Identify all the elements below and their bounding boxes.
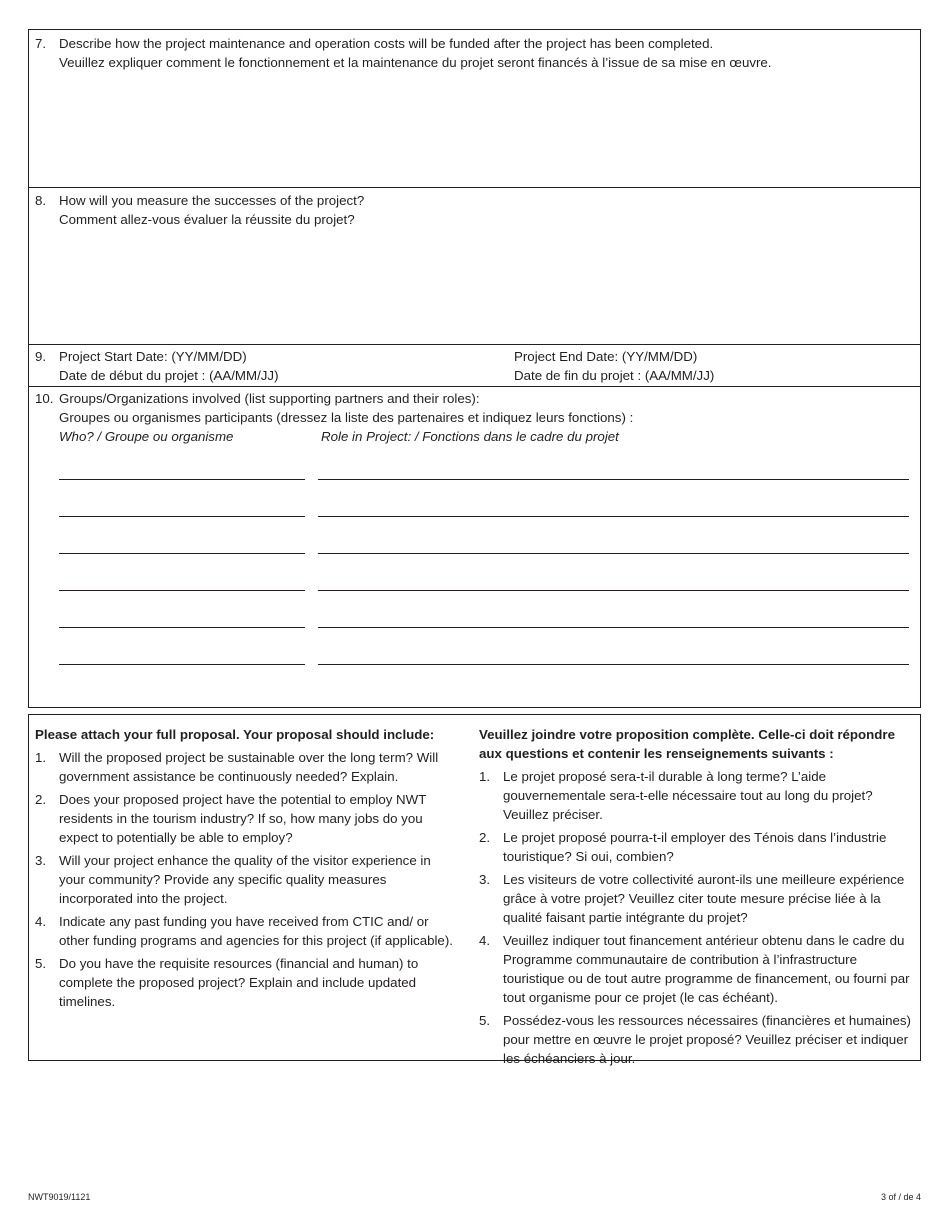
question-number: 9. — [35, 349, 47, 364]
proposal-item-fr: 5. Possédez-vous les ressources nécessaires (financières et humaines) pour mettre en œuvre le projet proposé? Veuillez préciser et indiquer les échéanciers à jour. — [479, 1013, 911, 1066]
proposal-english — [35, 715, 455, 1060]
who-line[interactable] — [59, 479, 305, 480]
proposal-heading-en: Please attach your full proposal. Your proposal should include: — [35, 727, 435, 742]
proposal-heading-fr: Veuillez joindre votre proposition complète. Celle-ci doit répondre aux questions et contenir les renseignements suivants : — [479, 727, 895, 761]
who-line[interactable] — [59, 664, 305, 665]
question-8-en: How will you measure the successes of the project? — [59, 193, 365, 208]
start-date-field[interactable] — [59, 347, 279, 385]
question-10 — [29, 386, 920, 707]
form-id: NWT9019/1121 — [28, 1192, 91, 1202]
who-line[interactable] — [59, 590, 305, 591]
end-date-label-en: Project End Date: (YY/MM/DD) — [514, 349, 698, 364]
role-line[interactable] — [318, 627, 909, 628]
role-line[interactable] — [318, 553, 909, 554]
question-number: 10. — [35, 391, 54, 406]
proposal-item-en: 1. Will the proposed project be sustainable over the long term? Will government assistance be continuously needed? Explain. — [35, 750, 439, 784]
role-line[interactable] — [318, 516, 909, 517]
question-9 — [29, 344, 920, 386]
question-7-answer-area[interactable] — [59, 76, 910, 181]
who-line[interactable] — [59, 516, 305, 517]
question-10-en: Groups/Organizations involved (list supporting partners and their roles): — [59, 391, 480, 406]
question-7-en: Describe how the project maintenance and operation costs will be funded after the project has been completed. — [59, 36, 714, 51]
proposal-item-en: 2. Does your proposed project have the potential to employ NWT residents in the tourism industry? If so, how many jobs do you expect to potentially be able to employ? — [35, 792, 427, 845]
question-8-answer-area[interactable] — [59, 234, 910, 338]
who-line[interactable] — [59, 553, 305, 554]
questions-box — [28, 29, 921, 708]
proposal-box — [28, 714, 921, 1066]
question-8 — [29, 187, 920, 344]
proposal-item-fr: 2. Le projet proposé pourra-t-il employer des Ténois dans l’industrie touristique? Si oui, combien? — [479, 830, 887, 864]
role-line[interactable] — [318, 479, 909, 480]
question-8-fr: Comment allez-vous évaluer la réussite du projet? — [59, 212, 355, 227]
end-date-field[interactable] — [514, 347, 714, 385]
question-10-fr: Groupes ou organismes participants (dressez la liste des partenaires et indiquez leurs fonctions) : — [59, 410, 634, 425]
role-column-header: Role in Project: / Fonctions dans le cadre du projet — [321, 429, 619, 444]
page-number: 3 of / de 4 — [880, 1192, 921, 1202]
role-line[interactable] — [318, 590, 909, 591]
proposal-item-en: 3. Will your project enhance the quality of the visitor experience in your community? Provide any specific quality measures incorporated into the project. — [35, 853, 431, 906]
start-date-label-fr: Date de début du projet : (AA/MM/JJ) — [59, 368, 279, 383]
proposal-item-fr: 3. Les visiteurs de votre collectivité auront-ils une meilleure expérience grâce à votre projet? Veuillez citer toute mesure précise liée à la qualité faisant partie intégrante du projet? — [479, 872, 905, 925]
question-7 — [29, 30, 920, 187]
who-column-header: Who? / Groupe ou organisme — [59, 429, 234, 444]
role-line[interactable] — [318, 664, 909, 665]
proposal-french — [479, 715, 916, 1066]
proposal-item-en: 5. Do you have the requisite resources (financial and human) to complete the proposed project? Explain and include updated timelines. — [35, 956, 419, 1009]
proposal-item-fr: 4. Veuillez indiquer tout financement antérieur obtenu dans le cadre du Programme communautaire de contribution à l’infrastructure touristique ou de tout autre programme de financement, ou fourni par tout organisme pour ce projet (le cas échéant). — [479, 933, 910, 1005]
question-number: 7. — [35, 36, 47, 51]
end-date-label-fr: Date de fin du projet : (AA/MM/JJ) — [514, 368, 715, 383]
question-7-fr: Veuillez expliquer comment le fonctionnement et la maintenance du projet seront financés à l’issue de sa mise en œuvre. — [59, 55, 772, 70]
proposal-item-en: 4. Indicate any past funding you have received from CTIC and/ or other funding programs and agencies for this project (if applicable). — [35, 914, 453, 948]
proposal-item-fr: 1. Le projet proposé sera-t-il durable à long terme? L’aide gouvernementale sera-t-elle nécessaire tout au long du projet? Veuillez préciser. — [479, 769, 873, 822]
who-line[interactable] — [59, 627, 305, 628]
start-date-label-en: Project Start Date: (YY/MM/DD) — [59, 349, 247, 364]
question-number: 8. — [35, 193, 47, 208]
